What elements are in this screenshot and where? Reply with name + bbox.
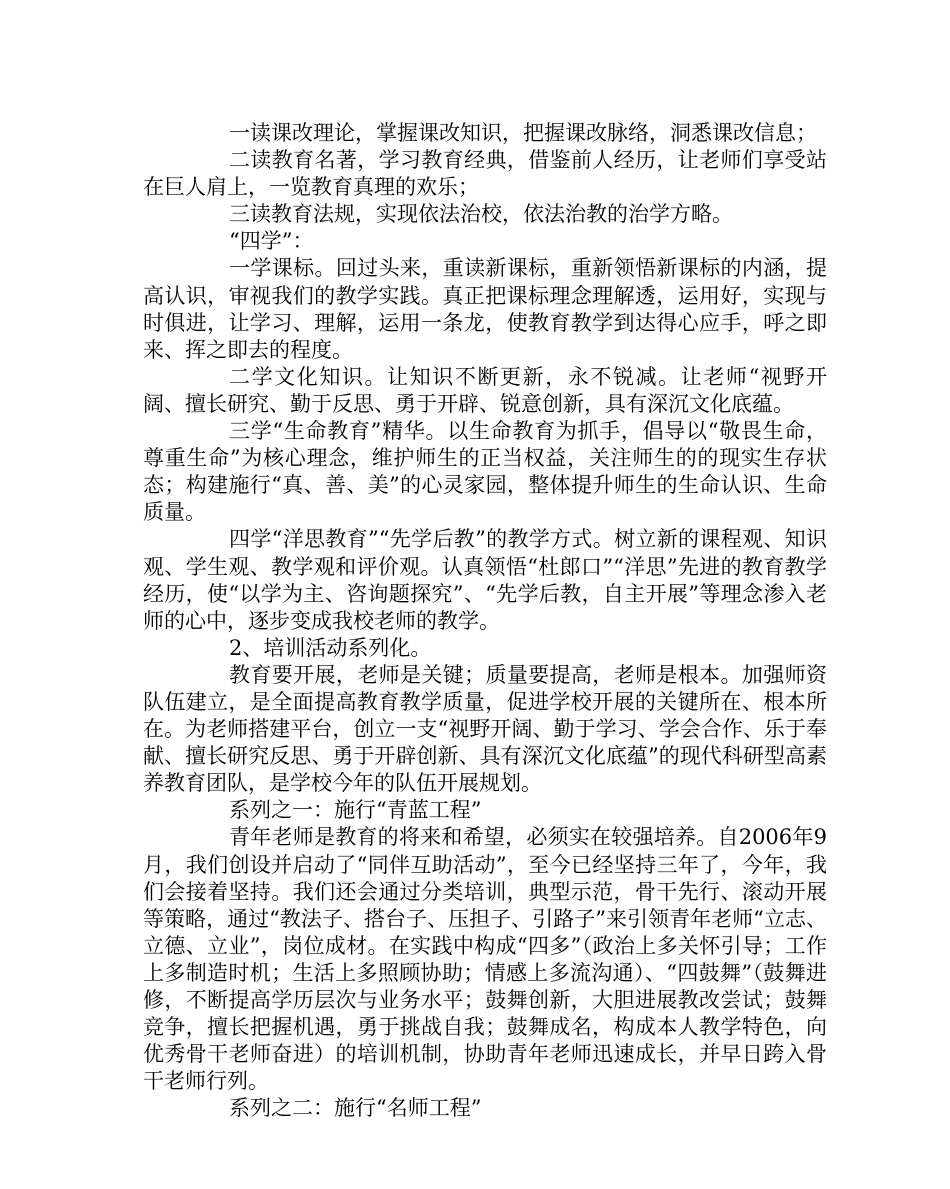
paragraph-study-curriculum-standard: 一学课标。回过头来，重读新课标，重新领悟新课标的内涵，提高认识，审视我们的教学实践。真正把课标理念理解透，运用好，实现与时俱进，让学习、理解，运用一条龙，使教育教学到达得心应手，呼之即来、挥之即去的程度。: [143, 256, 827, 362]
paragraph-study-yangsi-education: 四学“洋思教育”“先学后教”的教学方式。树立新的课程观、知识观、学生观、教学观和评价观。认真领悟“杜郎口”“洋思”先进的教育教学经历，使“以学为主、咨询题探究”、“先学后教，自主开展”等理念渗入老师的心中，逐步变成我校老师的教学。: [143, 527, 827, 633]
heading-four-studies: “四学”：: [229, 229, 314, 254]
document-body: [143, 120, 827, 1122]
paragraph-read-education-classics: 二读教育名著，学习教育经典，借鉴前人经历，让老师们享受站在巨人肩上，一览教育真理的欢乐；: [143, 148, 827, 200]
paragraph-read-curriculum-theory: 一读课改理论，掌握课改知识，把握课改脉络，洞悉课改信息；: [229, 121, 817, 145]
paragraph-young-teachers: 青年老师是教育的将来和希望，必须实在较强培养。自2006年9月，我们创设并启动了“同伴互助活动”，至今已经坚持三年了，今年，我们会接着坚持。我们还会通过分类培训，典型示范，骨干先行、滚动开展等策略，通过“教法子、搭台子、压担子、引路子”来引领青年老师“立志、立德、立业”，岗位成材。在实践中构成“四多”（政治上多关怀引导；工作上多制造时机；生活上多照顾协助；情感上多流沟通）、“四鼓舞”（鼓舞进修，不断提高学历层次与业务水平；鼓舞创新，大胆进展教改尝试；鼓舞竞争，擅长把握机遇，勇于挑战自我；鼓舞成名，构成本人教学特色，向优秀骨干老师奋进）的培训机制，协助青年老师迅速成长，并早日跨入骨干老师行列。: [143, 825, 828, 1094]
paragraph-read-education-laws: 三读教育法规，实现依法治校，依法治教的治学方略。: [229, 202, 733, 227]
paragraph-study-life-education: 三学“生命教育”精华。以生命教育为抓手，倡导以“敬畏生命，尊重生命”为核心理念，维护师生的正当权益，关注师生的的现实生存状态；构建施行“真、善、美”的心灵家园，整体提升师生的生命认识、生命质量。: [143, 419, 827, 525]
paragraph-teacher-team-building: 教育要开展，老师是关键；质量要提高，老师是根本。加强师资队伍建立，是全面提高教育教学质量，促进学校开展的关键所在、根本所在。为老师搭建平台，创立一支“视野开阔、勤于学习、学会合作、乐于奉献、擅长研究反思、勇于开辟创新、具有深沉文化底蕴”的现代科研型高素养教育团队，是学校今年的队伍开展规划。: [143, 662, 827, 796]
heading-series-one: 系列之一：施行“青蓝工程”: [229, 798, 482, 823]
paragraph-study-cultural-knowledge: 二学文化知识。让知识不断更新，永不锐减。让老师“视野开阔、擅长研究、勤于反思、勇于开辟、锐意创新，具有深沉文化底蕴。: [143, 364, 827, 416]
heading-series-two: 系列之二：施行“名师工程”: [229, 1096, 482, 1121]
heading-training-series: 2、培训活动系列化。: [229, 635, 432, 660]
